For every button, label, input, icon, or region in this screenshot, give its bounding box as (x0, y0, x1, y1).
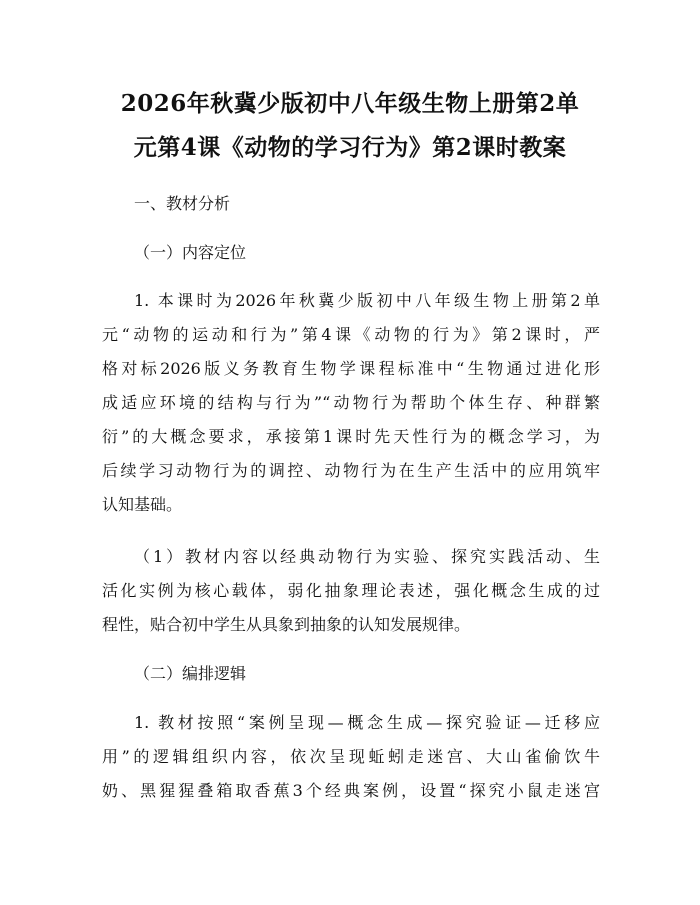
paragraph-2-line-1: （1）教材内容以经典动物行为实验、探究实践活动、生 (134, 547, 600, 566)
paragraph-3-line-1: 1. 教材按照“案例呈现—概念生成—探究验证—迁移应 (134, 713, 600, 732)
paragraph-1-line-5: 衍”的大概念要求，承接第1课时先天性行为的概念学习，为 (102, 427, 600, 446)
subsection-heading-arrangement-logic: （二）编排逻辑 (134, 664, 247, 683)
paragraph-2-line-3: 程性，贴合初中学生从具象到抽象的认知发展规律。 (102, 615, 471, 634)
paragraph-1-line-1: 1. 本课时为2026年秋冀少版初中八年级生物上册第2单 (134, 291, 600, 310)
paragraph-1-line-4: 成适应环境的结构与行为”“动物行为帮助个体生存、种群繁 (102, 393, 600, 412)
paragraph-3-line-3: 奶、黑猩猩叠箱取香蕉3个经典案例，设置“探究小鼠走迷宫 (102, 781, 600, 800)
paragraph-2-line-2: 活化实例为核心载体，弱化抽象理论表述，强化概念生成的过 (102, 581, 600, 600)
section-heading-teaching-material-analysis: 一、教材分析 (134, 194, 231, 213)
paragraph-1-line-3: 格对标2026版义务教育生物学课程标准中“生物通过进化形 (102, 359, 600, 378)
subsection-heading-content-positioning: （一）内容定位 (134, 243, 247, 262)
paragraph-1-line-2: 元“动物的运动和行为”第4课《动物的行为》第2课时，严 (102, 325, 600, 344)
document-title-line-2: 元第4课《动物的学习行为》第2课时教案 (133, 134, 567, 161)
paragraph-3-line-2: 用”的逻辑组织内容，依次呈现蚯蚓走迷宫、大山雀偷饮牛 (102, 747, 600, 766)
paragraph-1-line-6: 后续学习动物行为的调控、动物行为在生产生活中的应用筑牢 (102, 461, 600, 480)
paragraph-1-line-7: 认知基础。 (102, 495, 183, 514)
document-title-line-1: 2026年秋冀少版初中八年级生物上册第2单 (120, 90, 580, 117)
